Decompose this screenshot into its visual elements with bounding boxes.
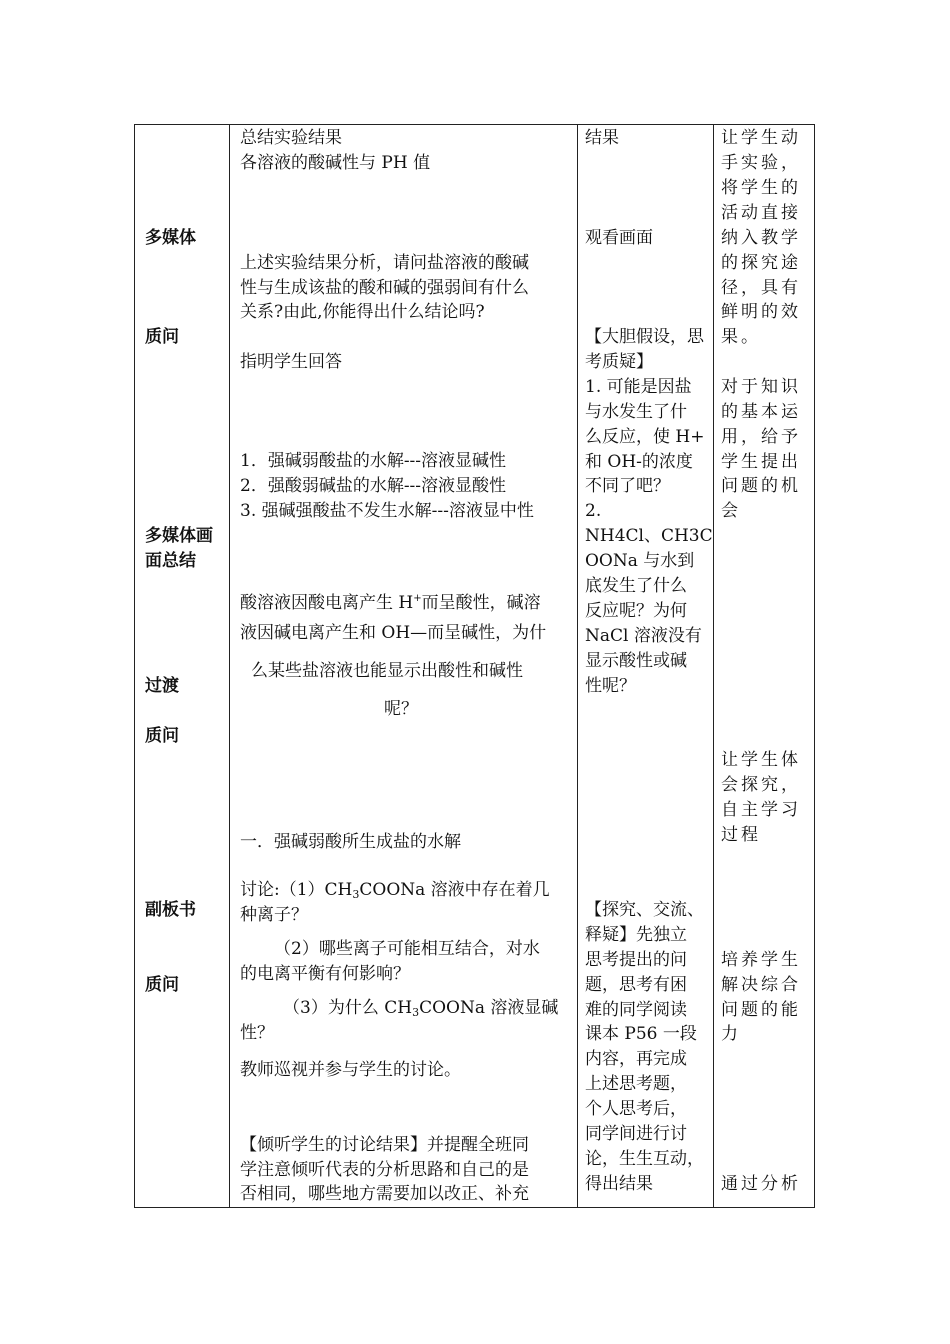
text-line: 同学间进行讨 [585,1124,687,1144]
text-line: 通过分析 [721,1174,801,1194]
text-line: 用，给予 [721,427,801,447]
text-run: COONa 溶液显碱 [419,998,559,1018]
text-line: 总结实验结果 [240,128,342,148]
text-line: 自主学习 [721,800,801,820]
text-line: 课本 P56 一段 [585,1024,697,1044]
text-line: 个人思考后， [585,1099,687,1119]
text-line: 力 [721,1024,741,1044]
text-line: 么反应，使 H+ [585,427,705,447]
text-run: 酸溶液因酸电离产生 H [240,593,414,613]
text-line: NH4Cl、CH3C [585,526,713,546]
text-line: 显示酸性或碱 [585,651,687,671]
superscript: + [413,593,422,604]
step-transition: 过渡 [145,676,179,696]
text-line: 释疑】先独立 [585,925,687,945]
text-line: 会探究， [721,775,801,795]
column-divider-1 [229,125,230,1207]
text-line: 种离子？ [240,905,308,925]
text-line: 将学生的 [721,178,801,198]
conclusion-item: 3. 强碱强酸盐不发生水解---溶液显中性 [240,501,534,521]
text-line: 活动直接 [721,203,801,223]
text-run: COONa 溶液中存在着几 [359,880,550,900]
text-line: 过程 [721,825,761,845]
step-question: 质问 [145,726,179,746]
transition-line1 [240,586,541,616]
text-line: 题，思考有困 [585,975,687,995]
text-line: 手实验， [721,153,801,173]
text-line: 么某些盐溶液也能显示出酸性和碱性 [251,661,523,681]
text-line: 上述实验结果分析，请问盐溶液的酸碱 [240,253,529,273]
text-line: 指明学生回答 [240,352,342,372]
text-line: 的探究途 [721,253,801,273]
text-line: 果。 [721,327,761,347]
conclusion-item: 2．强酸弱碱盐的水解---溶液显酸性 [240,476,507,496]
text-line: 考质疑】 [585,352,653,372]
discussion-2: （2）哪些离子可能相互结合，对水 [274,939,540,959]
text-line: 结果 [585,128,619,148]
text-run: （3）为什么 CH [283,998,413,1018]
step-question: 质问 [145,975,179,995]
step-summary-line1: 多媒体画 [145,526,213,546]
discussion-3 [283,996,558,1025]
column-divider-2 [577,125,578,1207]
text-line: 培养学生 [721,950,801,970]
text-line: 呢？ [384,699,418,719]
text-line: 2. [585,501,602,521]
text-line: 性与生成该盐的酸和碱的强弱间有什么 [240,278,529,298]
text-line: 【探究、交流、 [585,900,704,920]
text-line: OONa 与水到 [585,551,695,571]
text-line: 让学生动 [721,128,801,148]
text-line: 和 OH-的浓度 [585,452,693,472]
text-line: 否相同，哪些地方需要加以改正、补充 [240,1184,529,1204]
text-line: 问题的能 [721,1000,801,1020]
text-line: 观看画面 [585,228,653,248]
text-line: 底发生了什么 [585,576,687,596]
text-run: 而呈酸性，碱溶 [421,593,541,613]
text-line: 让学生体 [721,750,801,770]
subscript: 3 [352,888,360,901]
text-line: 难的同学阅读 [585,1000,687,1020]
text-line: 各溶液的酸碱性与 PH 值 [240,153,431,173]
text-line: 内容，再完成 [585,1049,687,1069]
text-line: 上述思考题， [585,1074,687,1094]
text-line: 纳入教学 [721,228,801,248]
step-sub-board: 副板书 [145,900,196,920]
text-line: 性？ [240,1023,274,1043]
text-line: 性呢？ [585,676,636,696]
text-line: 解决综合 [721,975,801,995]
text-line: 鲜明的效 [721,302,801,322]
step-summary-line2: 面总结 [145,551,196,571]
conclusion-item: 1．强碱弱酸盐的水解---溶液显碱性 [240,451,507,471]
text-line: 学注意倾听代表的分析思路和自己的是 [240,1160,529,1180]
text-line: 学生提出 [721,452,801,472]
text-line: 液因碱电离产生和 OH—而呈碱性，为什 [240,623,547,643]
text-run: 讨论:（1）CH [240,880,353,900]
text-line: 对于知识 [721,377,801,397]
text-line: 不同了吧？ [585,476,670,496]
section-heading: 一．强碱弱酸所生成盐的水解 [240,832,461,852]
subscript: 3 [412,1006,420,1019]
step-multimedia: 多媒体 [145,228,196,248]
text-line: NaCl 溶液没有 [585,626,702,646]
text-line: 关系?由此,你能得出什么结论吗? [240,302,485,322]
text-line: 【倾听学生的讨论结果】并提醒全班同 [240,1135,529,1155]
text-line: 1. 可能是因盐 [585,377,692,397]
text-line: 的电离平衡有何影响？ [240,964,410,984]
step-question: 质问 [145,327,179,347]
text-line: 论，生生互动， [585,1149,704,1169]
text-line: 思考提出的问 [585,950,687,970]
text-line: 问题的机 [721,476,801,496]
text-line: 与水发生了什 [585,402,687,422]
text-line: 教师巡视并参与学生的讨论。 [240,1060,461,1080]
text-line: 会 [721,501,741,521]
text-line: 得出结果 [585,1174,653,1194]
text-line: 的基本运 [721,402,801,422]
text-line: 径，具有 [721,278,801,298]
text-line: 【大胆假设，思 [585,327,704,347]
column-divider-3 [713,125,714,1207]
text-line: 反应呢？为何 [585,601,687,621]
